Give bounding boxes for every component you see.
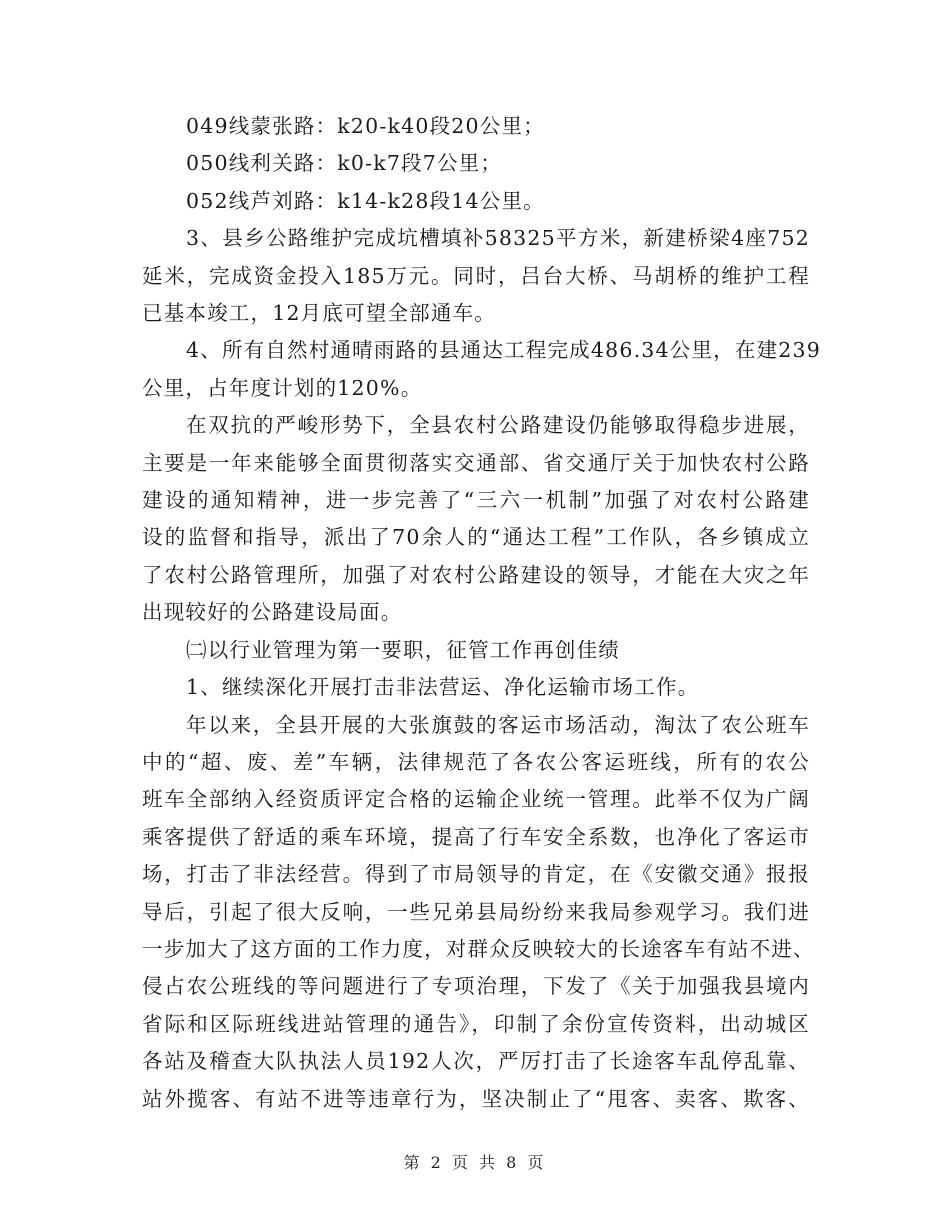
text-line: 中的“超、废、差”车辆，法律规范了各农公客运班线，所有的农公 xyxy=(142,749,810,774)
text-line: 建设的通知精神，进一步完善了“三六一机制”加强了对农村公路建 xyxy=(142,488,810,513)
text-line: 049线蒙张路：k20-k40段20公里； xyxy=(186,114,545,138)
text-line: 年以来，全县开展的大张旗鼓的客运市场活动，淘汰了农公班车 xyxy=(186,712,810,737)
text-line: 一步加大了这方面的工作力度，对群众反映较大的长途客车有站不进、 xyxy=(142,936,815,961)
text-line: 省际和区际班线进站管理的通告》，印制了余份宣传资料，出动城区 xyxy=(142,1011,810,1036)
text-line: 052线芦刘路：k14-k28段14公里。 xyxy=(186,188,545,213)
text-line: 出现较好的公路建设局面。 xyxy=(142,600,403,625)
text-line: 了农村公路管理所，加强了对农村公路建设的领导，才能在大灾之年 xyxy=(142,562,810,587)
text-line: 乘客提供了舒适的乘车环境，提高了行车安全系数，也净化了客运市 xyxy=(142,824,810,849)
text-line: 设的监督和指导，派出了70余人的“通达工程”工作队，各乡镇成立 xyxy=(142,525,810,550)
text-line: 场，打击了非法经营。得到了市局领导的肯定，在《安徽交通》报报 xyxy=(142,862,810,887)
text-line: 在双抗的严峻形势下，全县农村公路建设仍能够取得稳步进展， xyxy=(186,413,810,438)
text-line: 侵占农公班线的等问题进行了专项治理，下发了《关于加强我县境内 xyxy=(142,974,810,999)
subsection-heading: 1、继续深化开展打击非法营运、净化运输市场工作。 xyxy=(186,675,700,700)
text-line: 已基本竣工，12月底可望全部通车。 xyxy=(142,301,496,326)
text-line: 050线利关路：k0-k7段7公里； xyxy=(186,151,503,176)
text-line: 导后，引起了很大反响，一些兄弟县局纷纷来我局参观学习。我们进 xyxy=(142,899,810,924)
section-heading: ㈡以行业管理为第一要职，征管工作再创佳绩 xyxy=(186,637,620,662)
document-body xyxy=(142,108,821,1118)
page-number-footer: 第 2 页 共 8 页 xyxy=(403,1153,547,1172)
text-line: 各站及稽查大队执法人员192人次，严厉打击了长途客车乱停乱靠、 xyxy=(142,1049,810,1074)
text-line: 延米，完成资金投入185万元。同时，吕台大桥、马胡桥的维护工程 xyxy=(142,263,810,288)
text-line: 班车全部纳入经资质评定合格的运输企业统一管理。此举不仅为广阔 xyxy=(142,787,810,812)
text-line: 3、县乡公路维护完成坑槽填补58325平方米，新建桥梁4座752 xyxy=(186,226,810,251)
text-line: 公里，占年度计划的120%。 xyxy=(142,375,423,400)
text-line: 4、所有自然村通晴雨路的县通达工程完成486.34公里，在建239 xyxy=(186,338,821,363)
text-line: 主要是一年来能够全面贯彻落实交通部、省交通厅关于加快农村公路 xyxy=(142,450,810,475)
text-line: 站外揽客、有站不进等违章行为，坚决制止了“甩客、卖客、欺客、 xyxy=(142,1086,810,1111)
